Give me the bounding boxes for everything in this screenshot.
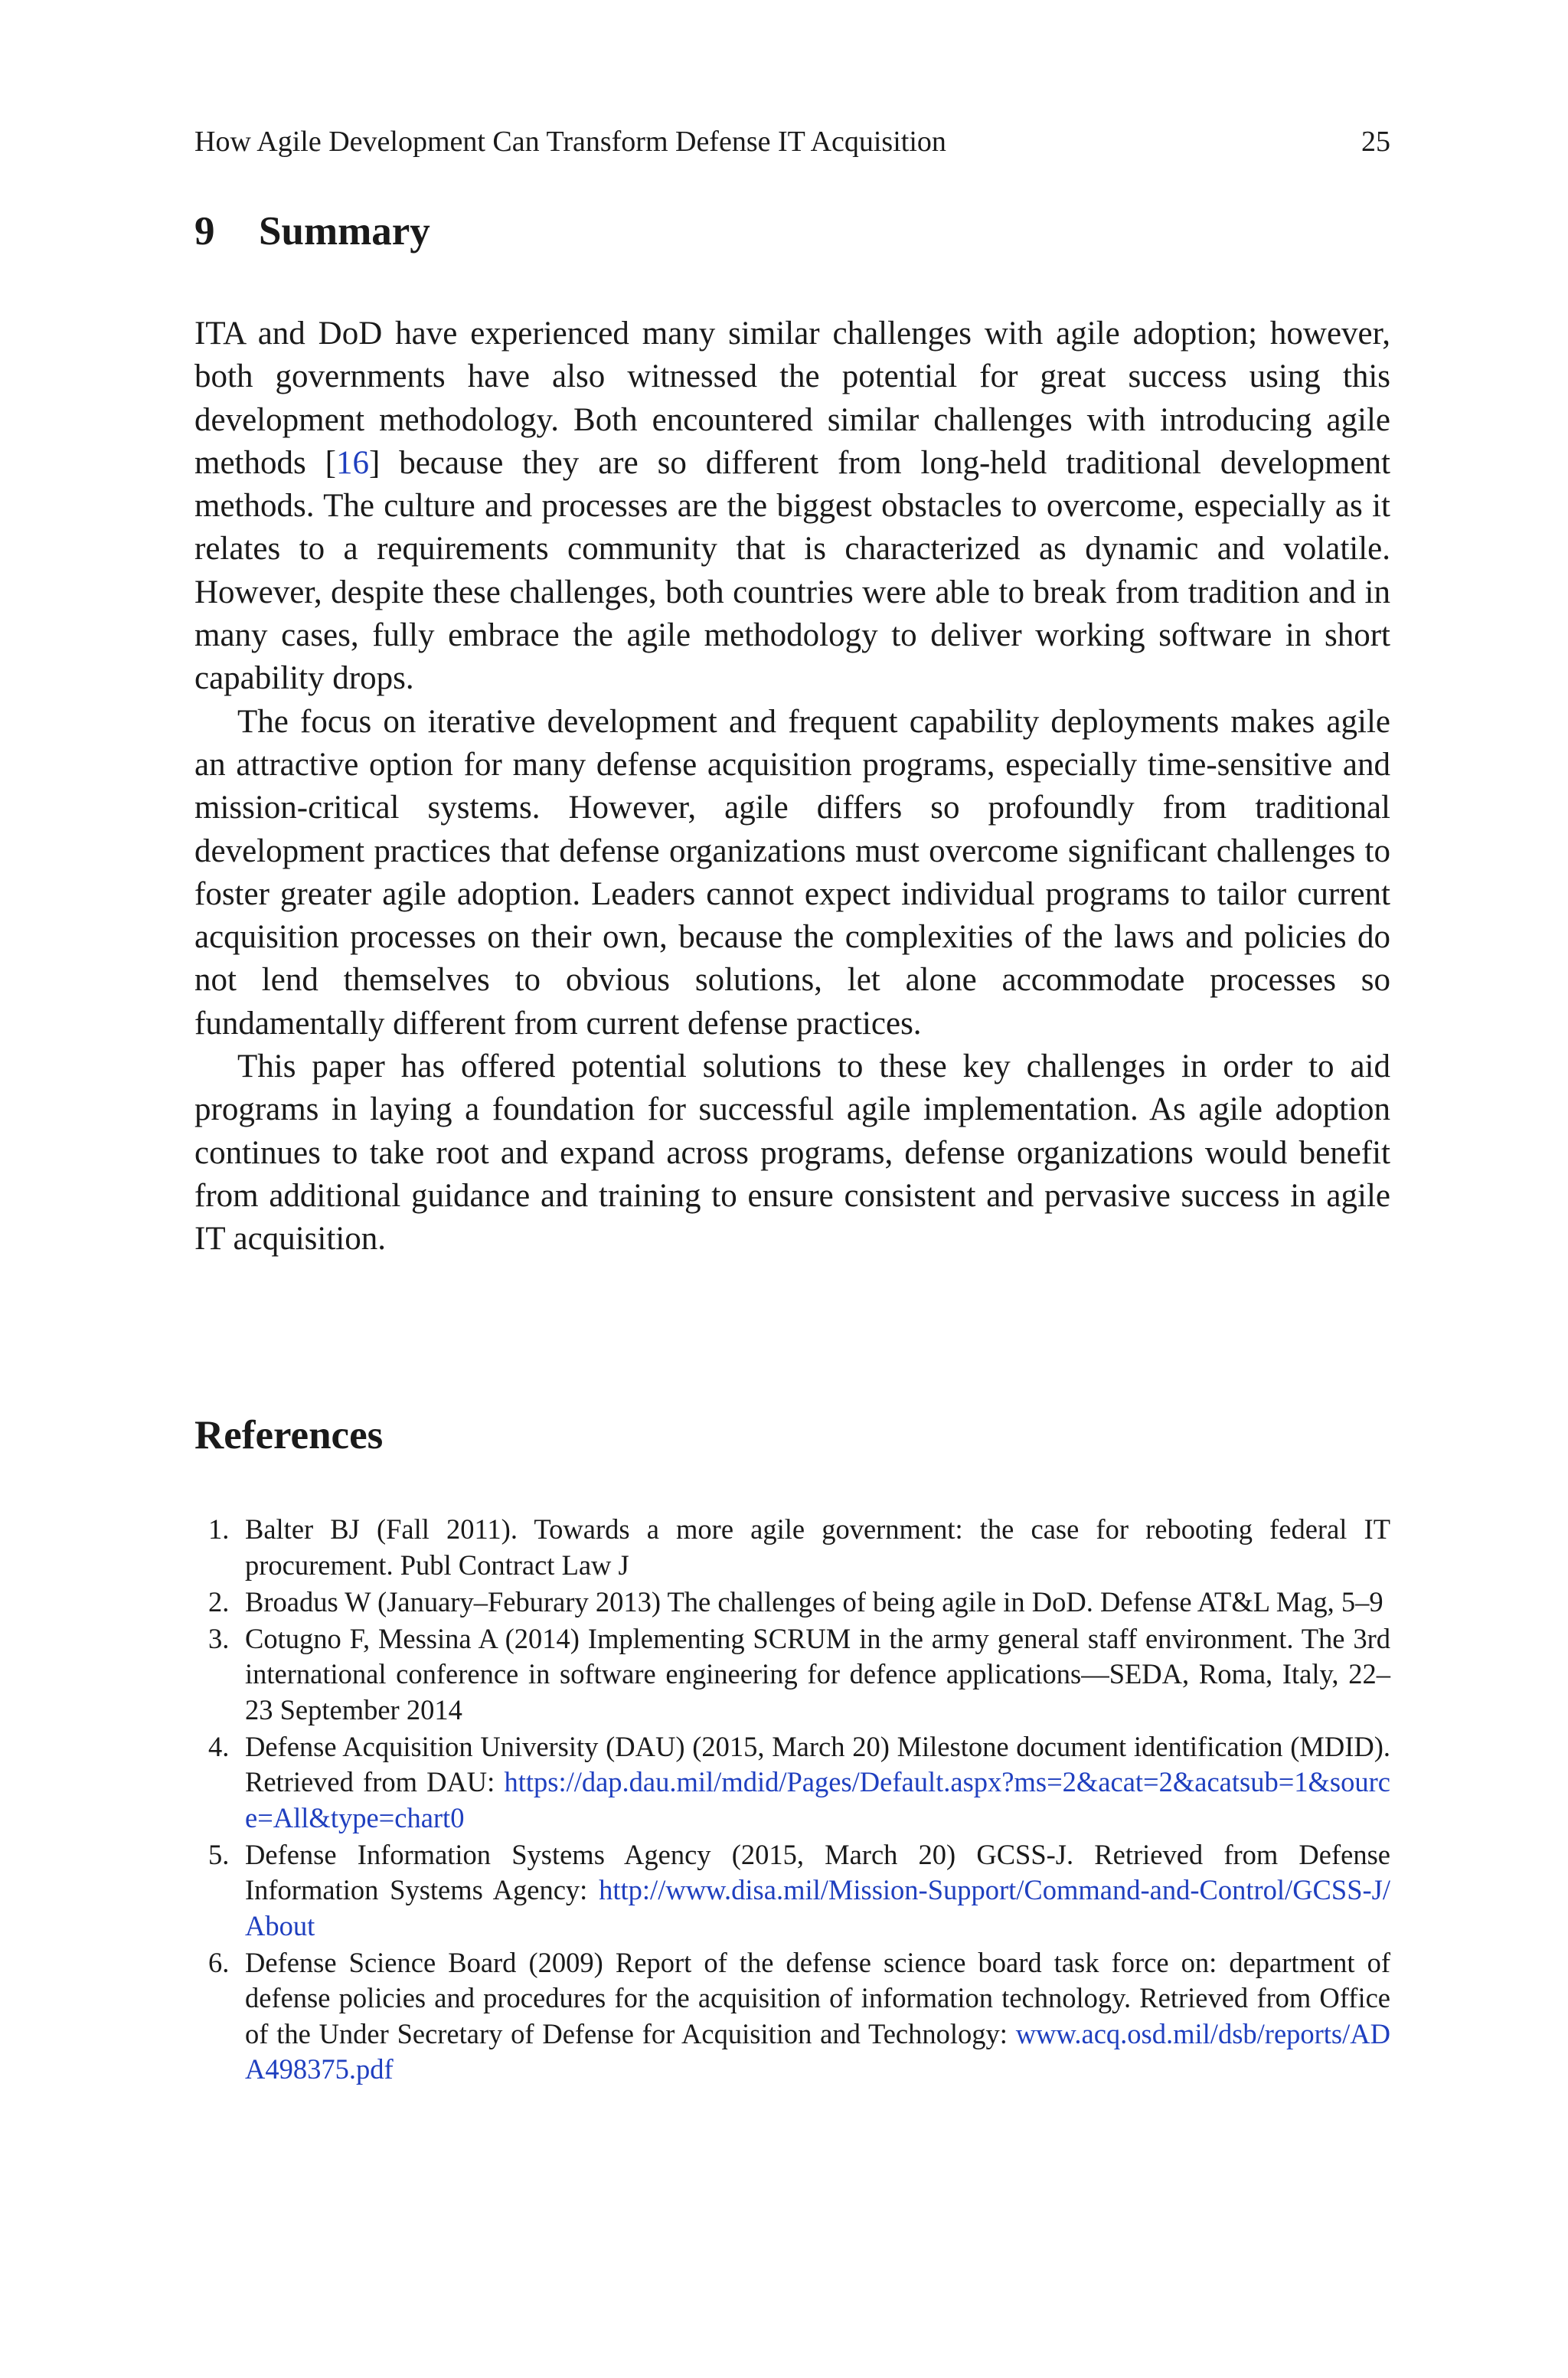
reference-number: 6. (208, 1946, 230, 1978)
references-heading: References (194, 1413, 384, 1457)
citation-link-16[interactable]: 16 (335, 444, 369, 481)
paragraph-1-text-b: ] because they are so different from long-held traditional development methods. The culture and processes are the biggest obstacles to overcome, especially as it relates to a requirements community that is characterized as dynamic and volatile. However, despite these challenges, both countries were able to break from tradition and in many cases, fully embrace the agile methodology to deliver working software in short capability drops. (194, 444, 1390, 697)
reference-text: Balter BJ (Fall 2011). Towards a more agile government: the case for rebooting federal IT procurement. Publ Contract Law J (245, 1513, 1390, 1581)
paragraph-1 (194, 312, 1390, 701)
reference-text: Defense Science Board (2009) Report of the defense science board task force on: department of defense policies and procedures for the acquisition of information technology. Retrieved from Office of the Under Secretary of Defense for Acquisition and Technology: (245, 1946, 1390, 2049)
reference-item (194, 1729, 1390, 1837)
reference-text: Defense Information Systems Agency (2015, March 20) GCSS-J. Retrieved from Defense Information Systems Agency: (245, 1838, 1390, 1905)
summary-body (194, 312, 1390, 1261)
reference-text: Cotugno F, Messina A (2014) Implementing SCRUM in the army general staff environment. The 3rd international conference in software engineering for defence applications—SEDA, Roma, Italy, 22–23 September 2014 (245, 1622, 1390, 1725)
reference-number: 4. (208, 1730, 230, 1762)
section-number: 9 (194, 209, 215, 254)
paragraph-3: This paper has offered potential solutions to these key challenges in order to aid programs in laying a foundation for successful agile implementation. As agile adoption continues to take root and expand across programs, defense organizations would benefit from additional guidance and training to ensure consistent and pervasive success in agile IT acquisition. (194, 1048, 1390, 1258)
reference-item (194, 1837, 1390, 1945)
reference-text: Broadus W (January–Feburary 2013) The challenges of being agile in DoD. Defense AT&L Mag, 5–9 (245, 1585, 1383, 1617)
reference-url-link[interactable]: https://dap.dau.mil/mdid/Pages/Default.aspx?ms=2&acat=2&acatsub=1&source=All&type=chart0 (245, 1766, 1390, 1833)
reference-url-link[interactable]: http://www.disa.mil/Mission-Support/Command-and-Control/GCSS-J/About (245, 1874, 1390, 1941)
reference-list (194, 1512, 1390, 2089)
reference-number: 5. (208, 1838, 230, 1870)
reference-number: 1. (208, 1513, 230, 1545)
paragraph-2: The focus on iterative development and frequent capability deployments makes agile an attractive option for many defense acquisition programs, especially time-sensitive and mission-critical systems. However, agile differs so profoundly from traditional development practices that defense organizations must overcome significant challenges to foster greater agile adoption. Leaders cannot expect individual programs to tailor current acquisition processes on their own, because the complexities of the laws and policies do not lend themselves to obvious solutions, let alone accommodate processes so fundamentally different from current defense practices. (194, 703, 1390, 1042)
reference-item (194, 1585, 1390, 1621)
reference-text: Defense Acquisition University (DAU) (2015, March 20) Milestone document identification (MDID). Retrieved from DAU: (245, 1730, 1390, 1797)
section-heading (194, 207, 430, 256)
page-number: 25 (1361, 126, 1390, 158)
reference-item (194, 1945, 1390, 2088)
reference-url-link[interactable]: www.acq.osd.mil/dsb/reports/ADA498375.pdf (245, 2017, 1390, 2085)
running-head-title: How Agile Development Can Transform Defense IT Acquisition (194, 126, 946, 158)
reference-item (194, 1512, 1390, 1583)
paragraph-1-text-a: ITA and DoD have experienced many similar challenges with agile adoption; however, both governments have also witnessed the potential for great success using this development methodology. Both encountered similar challenges with introducing agile methods [ (194, 316, 1390, 481)
reference-number: 2. (208, 1585, 230, 1617)
section-title: Summary (259, 209, 430, 254)
reference-number: 3. (208, 1622, 230, 1654)
running-head (194, 124, 1390, 159)
reference-item (194, 1621, 1390, 1729)
